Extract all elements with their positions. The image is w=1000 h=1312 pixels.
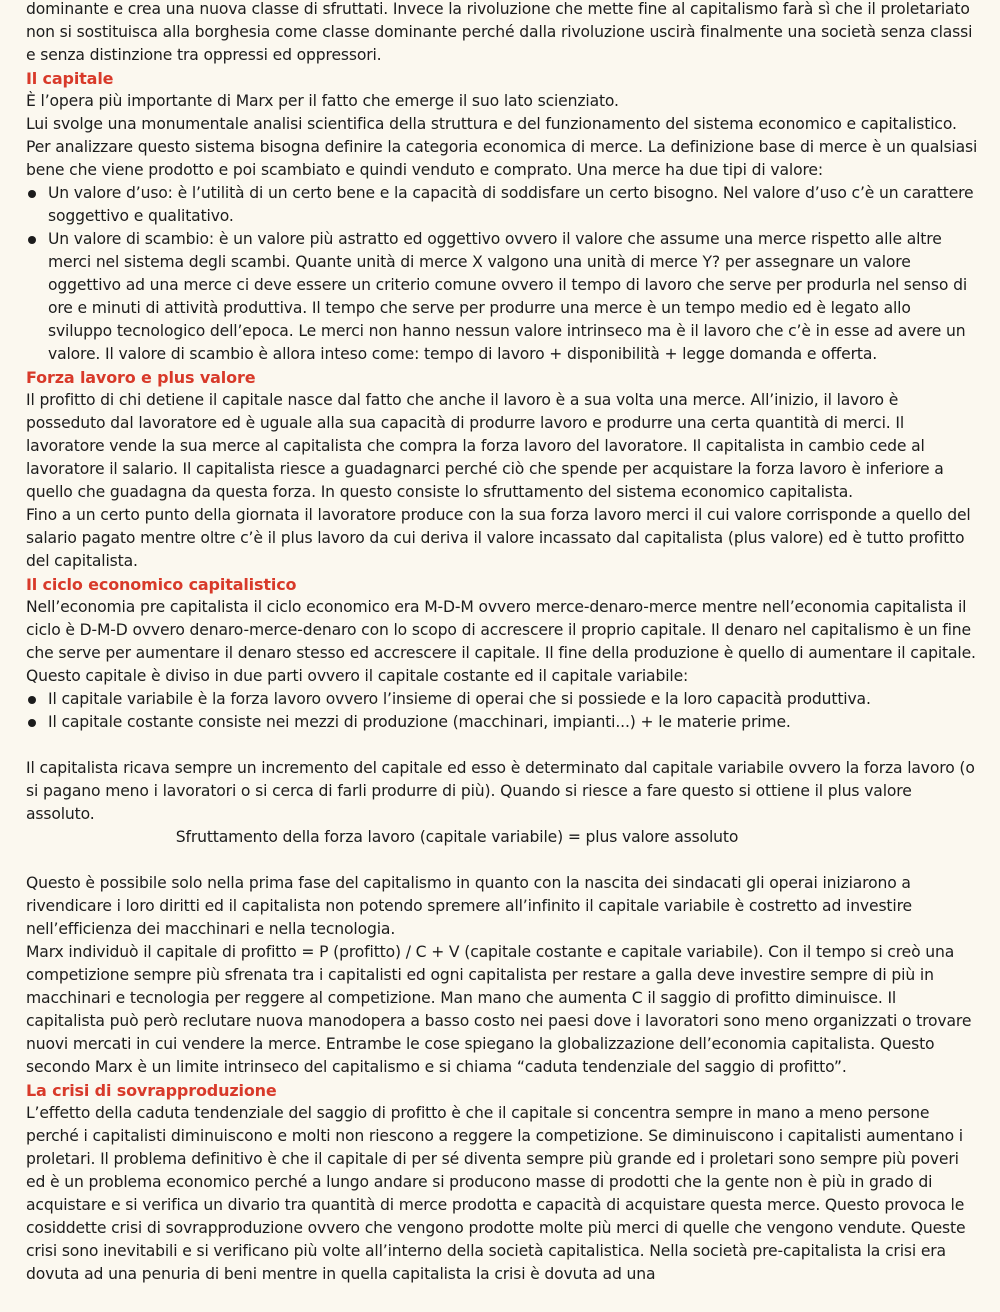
heading-forza-lavoro: Forza lavoro e plus valore <box>26 368 256 387</box>
paragraph: Lui svolge una monumentale analisi scientifica della struttura e del funzionamento del sistema economico e capitalistico. <box>26 115 957 133</box>
heading-ciclo-economico: Il ciclo economico capitalistico <box>26 575 297 594</box>
intro-paragraph: dominante e crea una nuova classe di sfruttati. Invece la rivoluzione che mette fine al capitalismo farà sì che il proletariato non si sostituisca alla borghesia come classe dominante perché dalla rivoluzione uscirà finalmente una società senza classi e senza distinzione tra oppressi ed oppressori. <box>26 0 973 64</box>
paragraph: Fino a un certo punto della giornata il lavoratore produce con la sua forza lavoro merci il cui valore corrisponde a quello del salario pagato mentre oltre c’è il plus lavoro da cui deriva il valore incassato dal capitalista (plus valore) ed è tutto profitto del capitalista. <box>26 506 971 570</box>
list-item: Il capitale variabile è la forza lavoro ovvero l’insieme di operai che si possiede e la loro capacità produttiva. <box>48 688 978 711</box>
paragraph: Il profitto di chi detiene il capitale nasce dal fatto che anche il lavoro è a sua volta una merce. All’inizio, il lavoro è posseduto dal lavoratore ed è uguale alla sua capacità di produrre lavoro e produrre una certa quantità di merci. Il lavoratore vende la sua merce al capitalista che compra la forza lavoro del lavoratore. Il capitalista in cambio cede al lavoratore il salario. Il capitalista riesce a guadagnarci perché ciò che spende per acquistare la forza lavoro è inferiore a quello che guadagna da questa forza. In questo consiste lo sfruttamento del sistema economico capitalista. <box>26 391 944 501</box>
spacer <box>26 734 978 757</box>
list-item: Un valore d’uso: è l’utilità di un certo bene e la capacità di soddisfare un certo bisogno. Nel valore d’uso c’è un carattere soggettivo e qualitativo. <box>48 182 978 228</box>
paragraph: È l’opera più importante di Marx per il fatto che emerge il suo lato scienziato. <box>26 92 619 110</box>
list-item: Il capitale costante consiste nei mezzi di produzione (macchinari, impianti...) + le materie prime. <box>48 711 978 734</box>
spacer <box>26 849 978 872</box>
paragraph: Per analizzare questo sistema bisogna definire la categoria economica di merce. La definizione base di merce è un qualsiasi bene che viene prodotto e poi scambiato e quindi venduto e comprato. Una merce ha due tipi di valore: <box>26 138 978 179</box>
paragraph: Il capitalista ricava sempre un incremento del capitale ed esso è determinato dal capitale variabile ovvero la forza lavoro (o si pagano meno i lavoratori o si cerca di farli produrre di più). Quando si riesce a fare questo si ottiene il plus valore assoluto. <box>26 759 975 823</box>
list-item: Un valore di scambio: è un valore più astratto ed oggettivo ovvero il valore che assume una merce rispetto alle altre merci nel sistema degli scambi. Quante unità di merce X valgono una unità di merce Y? per assegnare un valore oggettivo ad una merce ci deve essere un criterio comune ovvero il tempo di lavoro che serve per produrla nel senso di ore e minuti di attività produttiva. Il tempo che serve per produrre una merce è un tempo medio ed è legato allo sviluppo tecnologico dell’epoca. Le merci non hanno nessun valore intrinseco ma è il lavoro che c’è in esse ad avere un valore. Il valore di scambio è allora inteso come: tempo di lavoro + disponibilità + legge domanda e offerta. <box>48 228 978 366</box>
heading-crisi-sovrapproduzione: La crisi di sovrapproduzione <box>26 1081 277 1100</box>
bullet-list-capitale <box>26 688 978 734</box>
paragraph: Questo è possibile solo nella prima fase del capitalismo in quanto con la nascita dei sindacati gli operai iniziarono a rivendicare i loro diritti ed il capitalista non potendo spremere all’infinito il capitale variabile è costretto ad investire nell’efficienza dei macchinari e nella tecnologia. <box>26 874 912 938</box>
bullet-list-valore <box>26 182 978 366</box>
heading-il-capitale: Il capitale <box>26 69 114 88</box>
paragraph: Marx individuò il capitale di profitto = P (profitto) / C + V (capitale costante e capitale variabile). Con il tempo si creò una competizione sempre più sfrenata tra i capitalisti ed ogni capitalista per restare a galla deve investire sempre di più in macchinari e tecnologia per reggere al competizione. Man mano che aumenta C il saggio di profitto diminuisce. Il capitalista può però reclutare nuova manodopera a basso costo nei paesi dove i lavoratori sono meno organizzati o trovare nuovi mercati in cui vendere la merce. Entrambe le cose spiegano la globalizzazione dell’economia capitalista. Questo secondo Marx è un limite intrinseco del capitalismo e si chiama “caduta tendenziale del saggio di profitto”. <box>26 943 972 1076</box>
paragraph: L’effetto della caduta tendenziale del saggio di profitto è che il capitale si concentra sempre in mano a meno persone perché i capitalisti diminuiscono e molti non riescono a reggere la competizione. Se diminuiscono i capitalisti aumentano i proletari. Il problema definitivo è che il capitale di per sé diventa sempre più grande ed i proletari sono sempre più poveri ed è un problema economico perché a lungo andare si producono masse di prodotti che la gente non è più in grado di acquistare e si verifica un divario tra quantità di merce prodotta e capacità di acquistare questa merce. Questo provoca le cosiddette crisi di sovrapproduzione ovvero che vengono prodotte molte più merci di quelle che vengono vendute. Queste crisi sono inevitabili e si verificano più volte all’interno della società capitalistica. Nella società pre-capitalista la crisi era dovuta ad una penuria di beni mentre in quella capitalista la crisi è dovuta ad una <box>26 1104 966 1283</box>
formula-line: Sfruttamento della forza lavoro (capitale variabile) = plus valore assoluto <box>175 828 739 846</box>
document-body <box>26 0 978 1286</box>
paragraph: Nell’economia pre capitalista il ciclo economico era M-D-M ovvero merce-denaro-merce mentre nell’economia capitalista il ciclo è D-M-D ovvero denaro-merce-denaro con lo scopo di accrescere il proprio capitale. Il denaro nel capitalismo è un fine che serve per aumentare il denaro stesso ed accrescere il capitale. Il fine della produzione è quello di aumentare il capitale. Questo capitale è diviso in due parti ovvero il capitale costante ed il capitale variabile: <box>26 598 976 685</box>
